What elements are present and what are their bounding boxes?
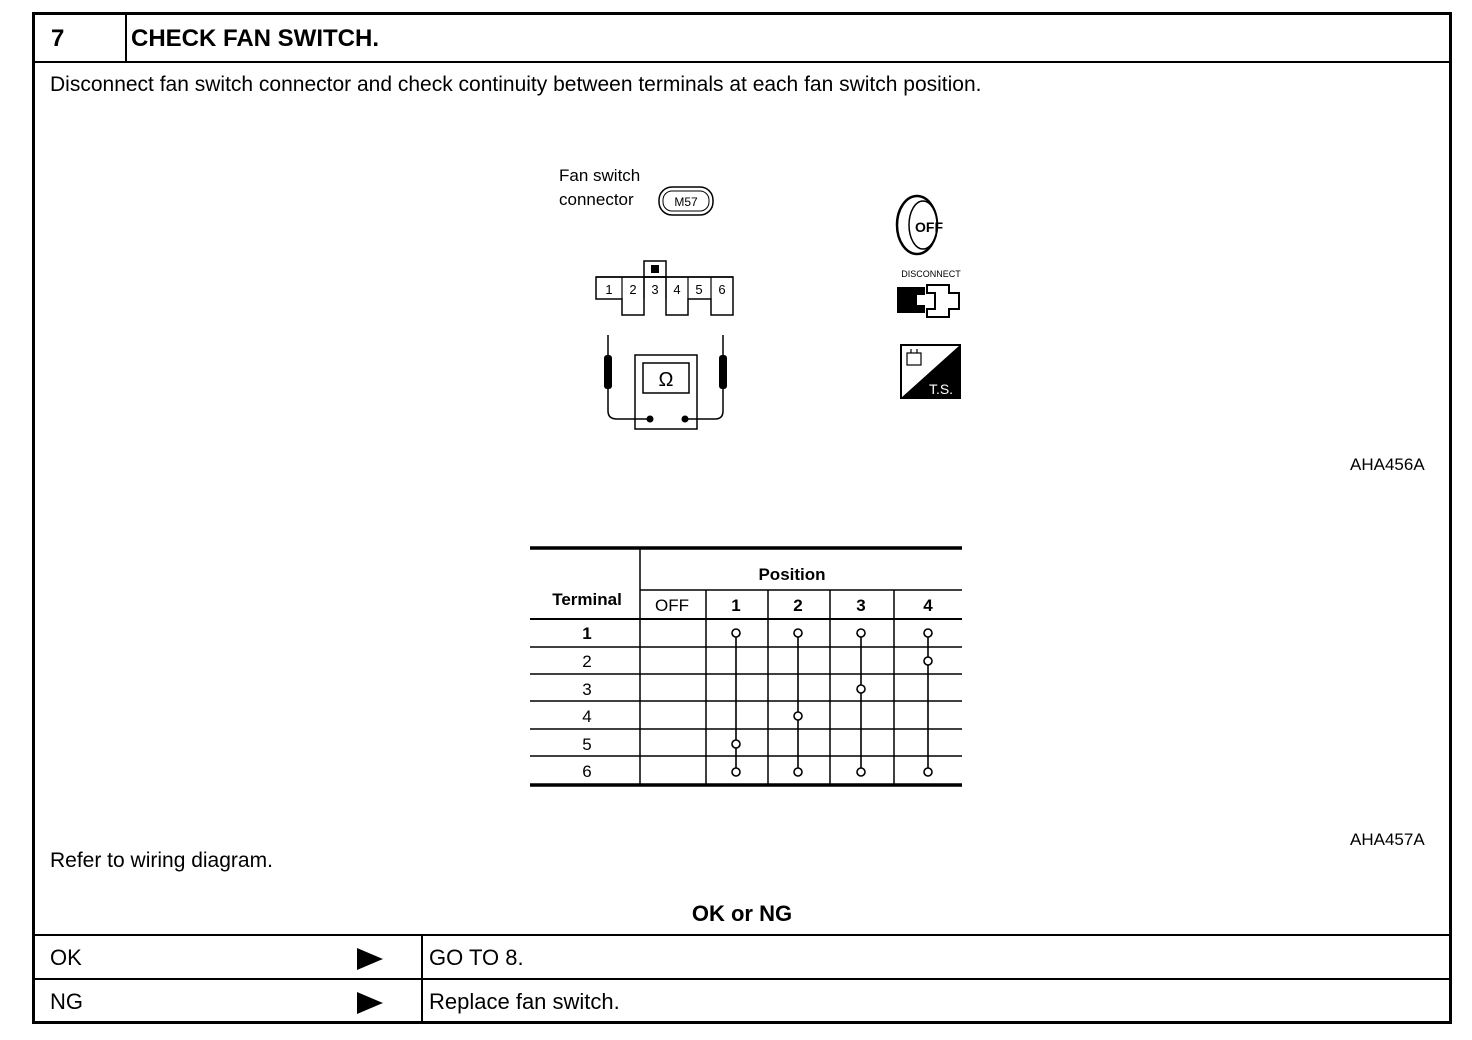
pin-label: 5 xyxy=(695,282,703,297)
continuity-mark xyxy=(924,768,932,776)
result-action: Replace fan switch. xyxy=(421,980,620,1024)
continuity-mark xyxy=(732,768,740,776)
pin-label: 3 xyxy=(651,282,659,297)
terminal-label: 5 xyxy=(582,735,592,754)
step-title: CHECK FAN SWITCH. xyxy=(131,25,379,52)
position-label: 3 xyxy=(856,596,866,615)
continuity-mark xyxy=(732,629,740,637)
terminal-label: 2 xyxy=(582,652,592,671)
continuity-mark xyxy=(924,657,932,665)
connector-pinout xyxy=(596,261,733,315)
result-row-ng xyxy=(35,978,1449,1024)
connector-label-line2: connector xyxy=(559,190,634,209)
arrow-right-icon xyxy=(357,948,383,970)
arrow-right-icon xyxy=(357,992,383,1014)
terminal-label: 3 xyxy=(582,680,592,699)
position-label: 1 xyxy=(731,596,741,615)
continuity-mark xyxy=(794,629,802,637)
connector-code: M57 xyxy=(674,195,698,209)
continuity-marks xyxy=(732,629,932,776)
result-label: NG xyxy=(50,989,83,1014)
continuity-mark xyxy=(732,740,740,748)
procedure-frame xyxy=(32,12,1452,1024)
ignition-off-icon xyxy=(897,196,943,254)
terminal-label: 1 xyxy=(582,624,592,643)
figure-id-2: AHA457A xyxy=(1350,830,1425,849)
continuity-mark xyxy=(857,629,865,637)
result-label: OK xyxy=(50,945,82,970)
terminal-label: 6 xyxy=(582,762,592,781)
icon-disconnect-text: DISCONNECT xyxy=(901,269,961,279)
pin-label: 4 xyxy=(673,282,681,297)
connector-label-line1: Fan switch xyxy=(559,166,641,185)
continuity-table xyxy=(528,543,964,793)
refer-text: Refer to wiring diagram. xyxy=(50,849,273,872)
icon-ts-text: T.S. xyxy=(928,381,954,397)
pin-label: 2 xyxy=(629,282,637,297)
terminal-header: Terminal xyxy=(552,590,622,609)
test-support-icon xyxy=(901,345,960,398)
instruction-text: Disconnect fan switch connector and check continuity between terminals at each fan switch position. xyxy=(50,73,982,96)
result-action: GO TO 8. xyxy=(421,936,524,980)
position-label: 4 xyxy=(923,596,933,615)
position-label: 2 xyxy=(793,596,803,615)
figure-id-1: AHA456A xyxy=(1350,455,1425,474)
ohmmeter xyxy=(604,335,727,429)
pin-label: 6 xyxy=(718,282,726,297)
continuity-mark xyxy=(857,685,865,693)
continuity-mark xyxy=(924,629,932,637)
terminal-label: 4 xyxy=(582,707,592,726)
position-header: Position xyxy=(758,565,826,584)
continuity-mark xyxy=(857,768,865,776)
result-row-ok xyxy=(35,934,1449,980)
step-number: 7 xyxy=(35,15,127,61)
disconnect-icon xyxy=(897,269,961,317)
icon-off-text: OFF xyxy=(915,219,943,235)
continuity-mark xyxy=(794,712,802,720)
step-header xyxy=(35,15,1449,63)
connector-figure xyxy=(555,165,965,445)
ok-or-ng-label: OK or NG xyxy=(691,901,793,926)
meter-symbol: Ω xyxy=(658,369,674,391)
position-label: OFF xyxy=(655,596,689,615)
continuity-mark xyxy=(794,768,802,776)
connector-code-badge xyxy=(659,187,713,215)
pin-label: 1 xyxy=(605,282,613,297)
